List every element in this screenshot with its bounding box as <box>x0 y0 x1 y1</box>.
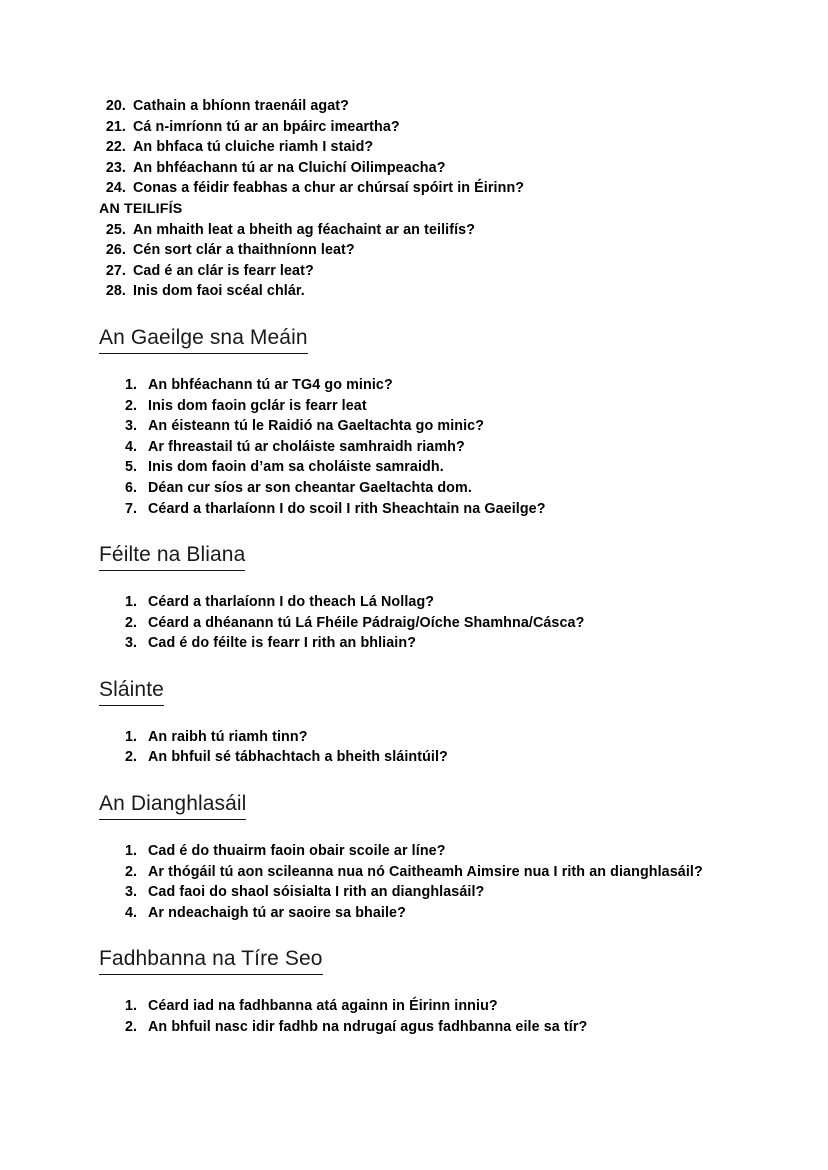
list-item <box>99 178 748 199</box>
list-item <box>99 117 748 138</box>
list-item-text: Céard a tharlaíonn I do scoil I rith Sheachtain na Gaeilge? <box>148 500 546 517</box>
section-heading-text: An Dianghlasáil <box>99 791 246 820</box>
list-item-text: Céard a dhéanann tú Lá Fhéile Pádraig/Oíche Shamhna/Cásca? <box>148 614 585 631</box>
list-item <box>99 478 748 499</box>
list-item-number: 24. <box>105 180 126 197</box>
list-item-text: An bhféachann tú ar TG4 go minic? <box>148 376 393 393</box>
list-item <box>99 158 748 179</box>
list-item-text: An raibh tú riamh tinn? <box>148 728 308 745</box>
section-questions-fadhbanna-na-tire-seo <box>99 996 748 1037</box>
list-item-text: An éisteann tú le Raidió na Gaeltachta go minic? <box>148 418 485 435</box>
list-item-number: 2. <box>125 1019 138 1036</box>
list-item <box>99 841 748 862</box>
section-heading-text: Féilte na Bliana <box>99 542 245 571</box>
list-item-number: 3. <box>125 884 138 901</box>
list-item <box>99 862 748 883</box>
list-item-text: Déan cur síos ar son cheantar Gaeltachta dom. <box>148 479 472 496</box>
list-item <box>99 457 748 478</box>
list-item-text: Céard iad na fadhbanna atá againn in Éirinn inniu? <box>148 998 498 1015</box>
list-item <box>99 499 748 520</box>
section-heading-an-dianghlasail <box>99 791 748 820</box>
list-item-number: 2. <box>125 614 138 631</box>
list-item <box>99 240 748 261</box>
teilifis-heading: AN TEILIFÍS <box>99 200 183 217</box>
list-item-number: 3. <box>125 418 138 435</box>
list-item-number: 1. <box>125 728 138 745</box>
list-item <box>99 416 748 437</box>
list-item-number: 2. <box>125 749 138 766</box>
spacer <box>99 302 748 325</box>
spacer <box>99 768 748 791</box>
list-item-text: Cad é an clár is fearr leat? <box>133 262 314 279</box>
teilifis-questions-list <box>99 220 748 302</box>
section-heading-slainte <box>99 677 748 706</box>
list-item-number: 20. <box>105 98 126 114</box>
section-questions-an-dianghlasail <box>99 841 748 923</box>
list-item <box>99 137 748 158</box>
list-item-text: Inis dom faoi scéal chlár. <box>133 283 305 300</box>
list-item <box>99 903 748 924</box>
section-questions-gaeilge-sna-meain <box>99 375 748 519</box>
list-item-text: Céard a tharlaíonn I do theach Lá Nollag? <box>148 594 435 611</box>
section-heading-fadhbanna-na-tire-seo <box>99 946 748 975</box>
list-item-number: 28. <box>105 283 126 300</box>
list-item-number: 23. <box>105 159 126 176</box>
list-item-number: 26. <box>105 242 126 259</box>
spacer <box>99 654 748 677</box>
list-item-number: 2. <box>125 863 138 880</box>
list-item-text: Ar ndeachaigh tú ar saoire sa bhaile? <box>148 904 406 921</box>
section-questions-slainte <box>99 727 748 768</box>
section-heading-text: Sláinte <box>99 677 164 706</box>
list-item-number: 4. <box>125 438 138 455</box>
spacer <box>99 571 748 592</box>
section-heading-text: Fadhbanna na Tíre Seo <box>99 946 323 975</box>
list-item-number: 27. <box>105 262 126 279</box>
list-item-number: 25. <box>105 221 126 238</box>
list-item-text: Cén sort clár a thaithníonn leat? <box>133 242 355 259</box>
spacer <box>99 706 748 727</box>
section-heading-text: An Gaeilge sna Meáin <box>99 325 308 354</box>
list-item <box>99 882 748 903</box>
spacer <box>99 975 748 996</box>
list-item <box>99 437 748 458</box>
list-item-number: 21. <box>105 118 126 135</box>
list-item-text: An bhféachann tú ar na Cluichí Oilimpeacha? <box>133 159 446 176</box>
spacer <box>99 354 748 375</box>
list-item-text: An bhfuil nasc idir fadhb na ndrugaí agus fadhbanna eile sa tír? <box>148 1019 588 1036</box>
list-item <box>99 613 748 634</box>
list-item <box>99 633 748 654</box>
list-item-text: Ar fhreastail tú ar choláiste samhraidh riamh? <box>148 438 465 455</box>
list-item <box>99 727 748 748</box>
list-item <box>99 1017 748 1038</box>
list-item-number: 7. <box>125 500 138 517</box>
list-item-number: 4. <box>125 904 138 921</box>
sport-questions-continued-list <box>99 96 748 199</box>
list-item <box>99 261 748 282</box>
list-item-text: Cad é do thuairm faoin obair scoile ar líne? <box>148 843 446 860</box>
list-item-number: 2. <box>125 397 138 414</box>
list-item <box>99 747 748 768</box>
list-item <box>99 220 748 241</box>
list-item-number: 1. <box>125 998 138 1015</box>
list-item-number: 3. <box>125 635 138 652</box>
list-item-text: Cá n-imríonn tú ar an bpáirc imeartha? <box>133 118 400 135</box>
list-item-text: Conas a féidir feabhas a chur ar chúrsaí spóirt in Éirinn? <box>133 180 525 197</box>
list-item-text: Ar thógáil tú aon scileanna nua nó Caitheamh Aimsire nua I rith an dianghlasáil? <box>148 863 703 880</box>
list-item-number: 1. <box>125 843 138 860</box>
list-item-number: 1. <box>125 594 138 611</box>
section-heading-gaeilge-sna-meain <box>99 325 748 354</box>
list-item-text: Inis dom faoin d’am sa choláiste samraidh. <box>148 459 444 476</box>
list-item-text: Inis dom faoin gclár is fearr leat <box>148 397 367 414</box>
list-item <box>99 996 748 1017</box>
list-item-text: Cad faoi do shaol sóisialta I rith an dianghlasáil? <box>148 884 485 901</box>
list-item-text: An bhfuil sé tábhachtach a bheith sláintúil? <box>148 749 448 766</box>
list-item <box>99 96 748 117</box>
spacer <box>99 519 748 542</box>
list-item-number: 22. <box>105 139 126 156</box>
list-item <box>99 281 748 302</box>
list-item <box>99 396 748 417</box>
list-item-text: Cathain a bhíonn traenáil agat? <box>133 98 349 114</box>
spacer <box>99 923 748 946</box>
list-item-text: An bhfaca tú cluiche riamh I staid? <box>133 139 374 156</box>
list-item-number: 1. <box>125 376 138 393</box>
list-item <box>99 375 748 396</box>
list-item-number: 6. <box>125 479 138 496</box>
list-item-text: Cad é do féilte is fearr I rith an bhliain? <box>148 635 417 652</box>
list-item-text: An mhaith leat a bheith ag féachaint ar an teilifís? <box>133 221 476 238</box>
section-questions-feilte-na-bliana <box>99 592 748 654</box>
list-item <box>99 592 748 613</box>
spacer <box>99 820 748 841</box>
section-heading-feilte-na-bliana <box>99 542 748 571</box>
list-item-number: 5. <box>125 459 138 476</box>
